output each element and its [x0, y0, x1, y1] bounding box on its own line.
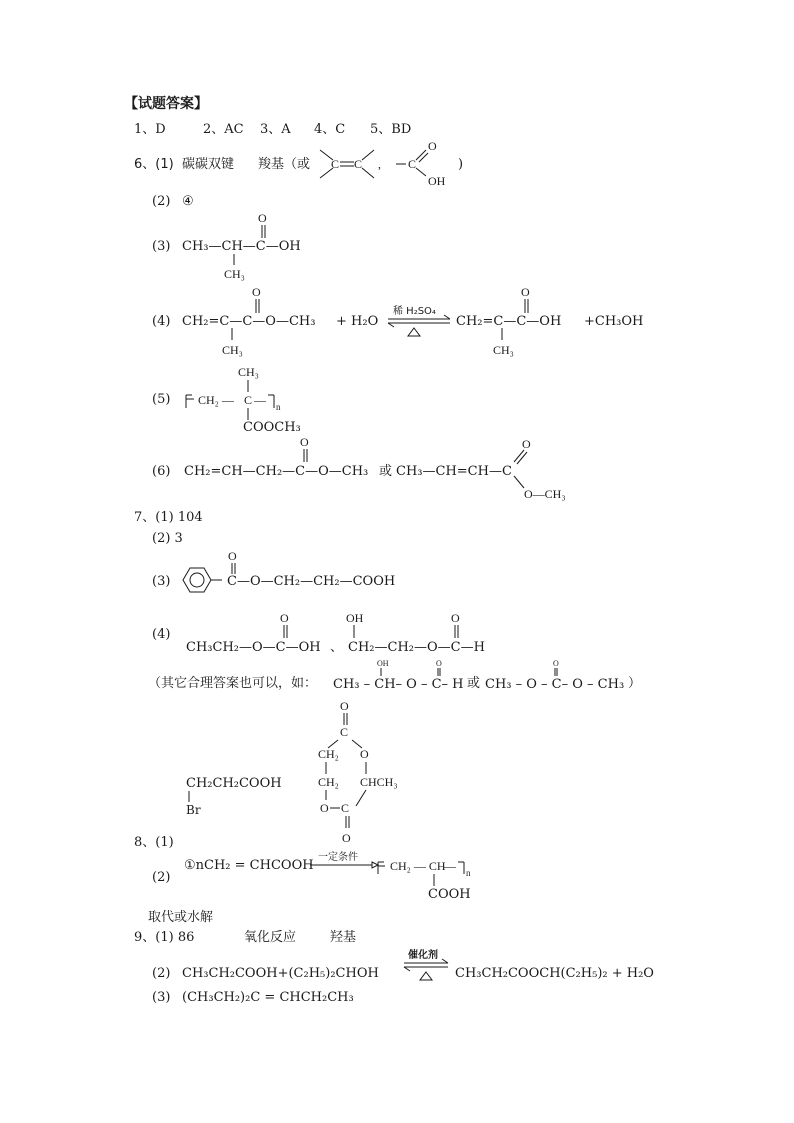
- q7-note-close: ）: [628, 676, 642, 691]
- q7-part4-formula2: CH₂—CH₂—O—C—H: [348, 640, 485, 655]
- q8-part2-reactant: ①nCH₂ = CHCOOH: [184, 858, 314, 873]
- q9-part1-group: 羟基: [330, 930, 357, 945]
- q6-part3-formula: CH₃—CH—C—OH: [182, 239, 301, 254]
- q6-part4-water: + H₂O: [336, 314, 379, 329]
- svg-text:O: O: [436, 659, 442, 668]
- q6-part2-number: (2): [152, 194, 171, 209]
- q7-part4-number: (4): [152, 627, 171, 642]
- svg-text:CH₂: CH₂: [318, 747, 339, 761]
- q8-part2-number: (2): [152, 870, 171, 885]
- q7-note-prefix: （其它合理答案也可以，如：: [148, 676, 318, 691]
- svg-text:C: C: [408, 157, 417, 171]
- svg-text:C: C: [354, 157, 363, 171]
- svg-text:CH₃: CH₃: [238, 365, 259, 379]
- svg-text:CH₂ —: CH₂ —: [198, 393, 234, 407]
- svg-text:O: O: [521, 285, 530, 299]
- q9-part2-catalyst: 催化剂: [408, 950, 438, 961]
- q6-part6-or: 或: [379, 464, 393, 479]
- svg-text:O: O: [280, 611, 289, 625]
- svg-text:CHCH₃: CHCH₃: [360, 775, 398, 789]
- q9-part2-number: (2): [152, 966, 171, 981]
- svg-text:n: n: [276, 402, 281, 412]
- q7-part3-number: (3): [152, 574, 171, 589]
- q7-note-formula1: CH₃ – CH– O – C– H: [333, 677, 464, 692]
- q8-part1-number: 8、(1): [134, 835, 174, 850]
- answers-title: 【试题答案】: [124, 96, 208, 112]
- q8-part2-product-group: COOH: [428, 887, 471, 902]
- q7-note-or: 或: [467, 676, 481, 691]
- svg-text:C: C: [341, 801, 350, 815]
- svg-text:CH₃: CH₃: [222, 343, 243, 357]
- q6-part5-number: (5): [152, 392, 171, 407]
- q6-part1-number: 6、(1): [134, 157, 174, 172]
- q6-part4-product: CH₂=C—C—OH: [456, 314, 562, 329]
- svg-text:O: O: [320, 801, 329, 815]
- q7-part1: 7、(1) 104: [134, 510, 203, 525]
- svg-text:O—CH₃: O—CH₃: [524, 487, 566, 501]
- q7-part3-formula: C—O—CH₂—CH₂—COOH: [227, 574, 396, 589]
- q9-part2-products: CH₃CH₂COOCH(C₂H₅)₂ + H₂O: [455, 966, 654, 981]
- svg-text:O: O: [428, 139, 437, 153]
- svg-text:O: O: [360, 747, 369, 761]
- q6-part4-number: (4): [152, 314, 171, 329]
- q9-part3-number: (3): [152, 990, 171, 1005]
- answer-2: 2、AC: [203, 122, 244, 137]
- svg-text:OH: OH: [428, 174, 446, 188]
- q6-part4-catalyst: 稀 H₂SO₄: [393, 306, 436, 317]
- svg-text:OH: OH: [346, 611, 364, 625]
- q6-part4-reactant: CH₂=C—C—O—CH₃: [182, 314, 316, 329]
- q6-part6-formula2: CH₃—CH=CH—C: [396, 464, 512, 479]
- q9-part2-reactants: CH₃CH₂COOH+(C₂H₅)₂CHOH: [182, 966, 379, 981]
- svg-text:O: O: [228, 549, 237, 563]
- svg-text:—: —: [444, 859, 456, 873]
- svg-text:OH: OH: [377, 659, 389, 668]
- q6-part5-ester-group: COOCH₃: [243, 420, 301, 435]
- q6-part3-number: (3): [152, 239, 171, 254]
- q6-part6-formula1: CH₂=CH—CH₂—C—O—CH₃: [184, 464, 369, 479]
- svg-text:O: O: [342, 831, 351, 845]
- svg-text:O: O: [522, 437, 531, 451]
- answer-4: 4、C: [314, 122, 346, 137]
- q6-part1-group2: 羧基（或: [258, 157, 311, 172]
- q6-part4-methanol: +CH₃OH: [584, 314, 644, 329]
- q6-part6-number: (6): [152, 464, 171, 479]
- q7-part2: (2) 3: [152, 531, 183, 546]
- q9-part1-reaction-type: 氧化反应: [244, 930, 297, 945]
- svg-text:CH₃: CH₃: [224, 267, 245, 281]
- svg-text:C: C: [331, 157, 340, 171]
- svg-text:CH₂ — CH: CH₂ — CH: [390, 859, 446, 873]
- q6-part2-answer: ④: [182, 194, 194, 209]
- answer-5: 5、BD: [370, 122, 412, 137]
- svg-text:C: C: [340, 725, 349, 739]
- svg-text:O: O: [252, 285, 261, 299]
- q9-part3-formula: (CH₃CH₂)₂C = CHCH₂CH₃: [182, 990, 354, 1005]
- svg-text:O: O: [340, 699, 349, 713]
- q7-part4-separator: 、: [330, 640, 344, 655]
- svg-text:C: C: [244, 393, 253, 407]
- svg-text:O: O: [553, 659, 559, 668]
- answer-1: 1、D: [134, 122, 166, 137]
- q7-bromo-atom: Br: [186, 803, 201, 817]
- svg-text:—: —: [254, 393, 266, 407]
- q6-part1-close: ): [458, 157, 464, 172]
- q8-part2-condition: 一定条件: [318, 852, 358, 863]
- q9-part1-number: 9、(1) 86: [134, 930, 195, 945]
- q8-reaction-type: 取代或水解: [148, 910, 214, 925]
- q7-bromo-formula: CH₂CH₂COOH: [186, 776, 282, 791]
- svg-text:CH₂: CH₂: [318, 775, 339, 789]
- svg-text:CH₃: CH₃: [493, 343, 514, 357]
- q7-note-formula2: CH₃ – O – C– O – CH₃: [485, 677, 625, 692]
- q7-part4-formula1: CH₃CH₂—O—C—OH: [186, 640, 321, 655]
- q6-part1-group1: 碳碳双键: [182, 157, 235, 172]
- svg-text:O: O: [300, 435, 309, 449]
- svg-text:O: O: [451, 611, 460, 625]
- answer-3: 3、A: [260, 122, 291, 137]
- svg-text:,: ,: [378, 157, 381, 171]
- svg-text:n: n: [466, 868, 471, 878]
- svg-text:O: O: [258, 211, 267, 225]
